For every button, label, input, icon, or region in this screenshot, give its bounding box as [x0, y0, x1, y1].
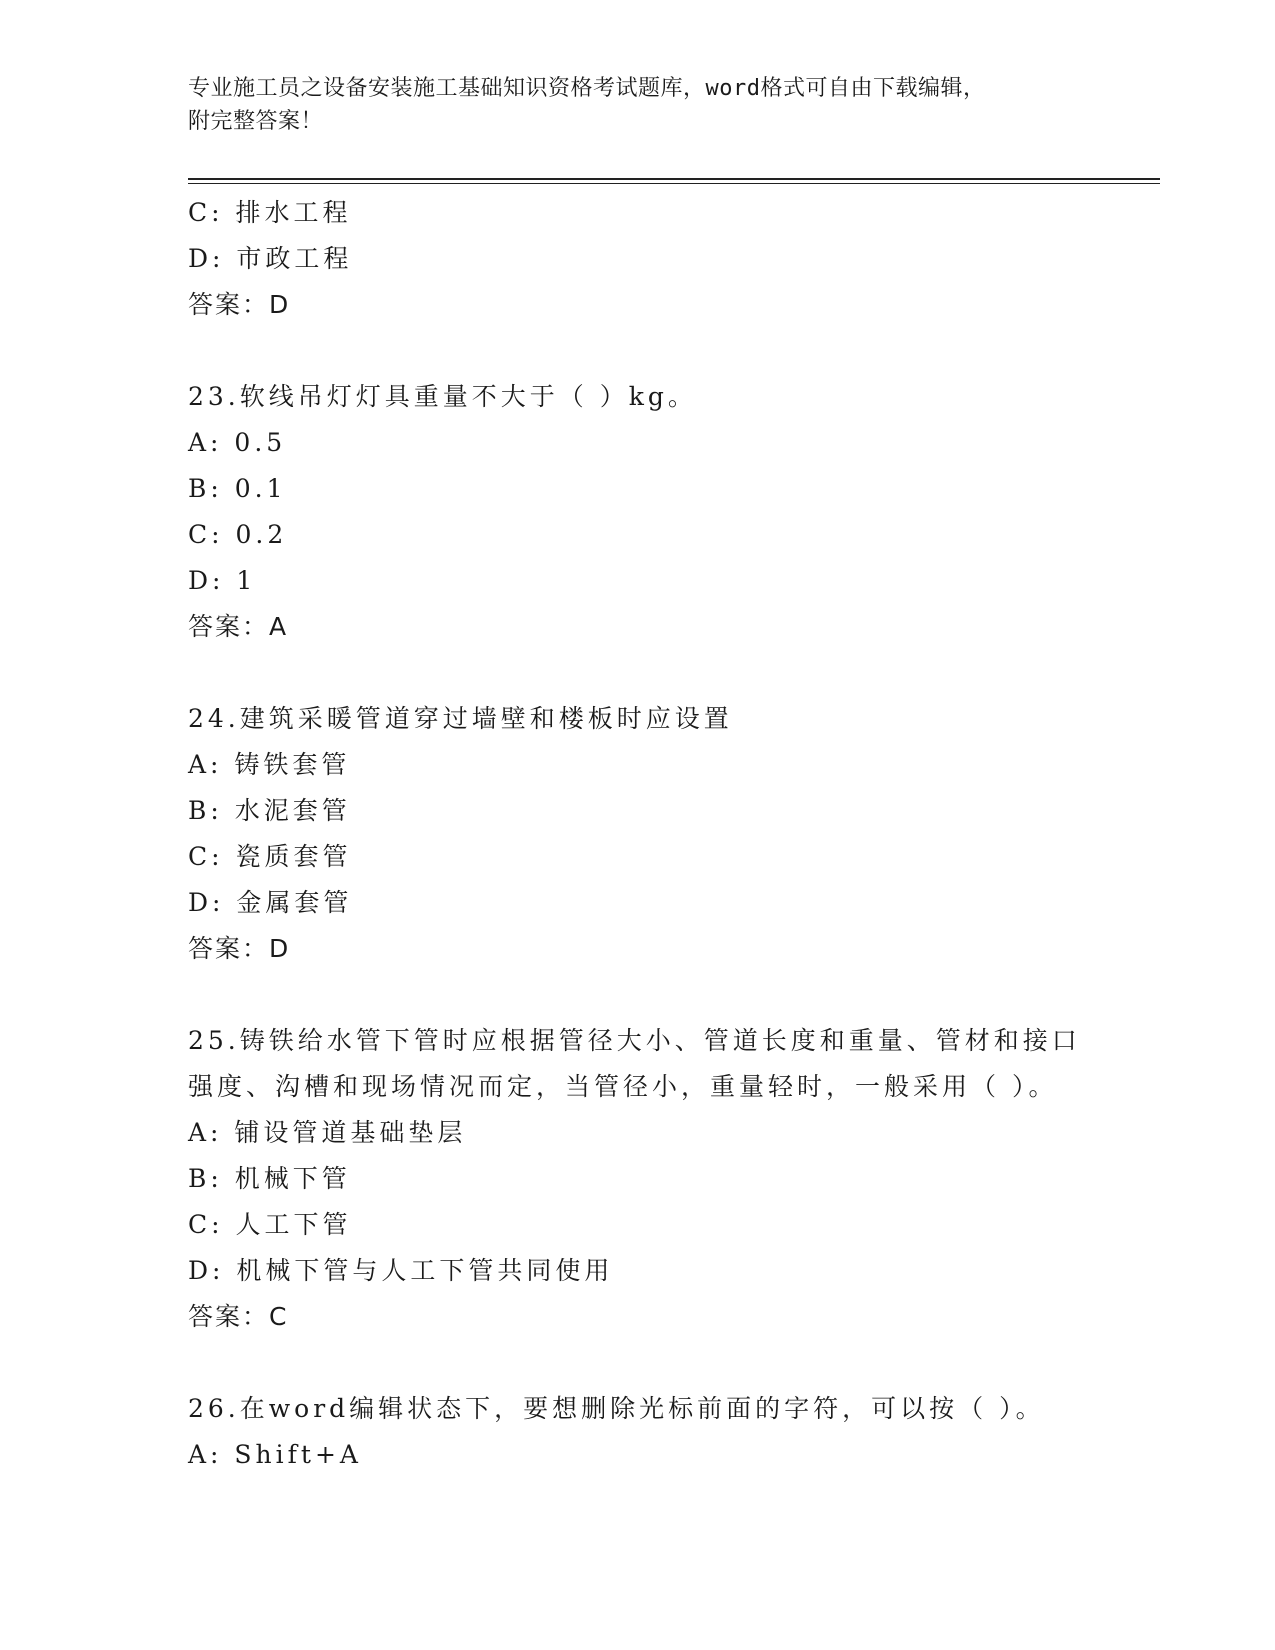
question-26	[188, 1386, 1108, 1478]
spacer	[188, 328, 1108, 374]
option-c: C: 0.2	[188, 520, 288, 549]
option-b: B: 水泥套管	[188, 796, 351, 825]
answer-line: 答案：D	[188, 934, 291, 963]
header-divider-thick	[188, 178, 1160, 180]
question-text: 24.建筑采暖管道穿过墙壁和楼板时应设置	[188, 704, 733, 733]
option-d: D: 1	[188, 566, 257, 595]
option-d: D: 机械下管与人工下管共同使用	[188, 1256, 614, 1285]
option-a: A: Shift+A	[188, 1440, 362, 1469]
question-22-fragment	[188, 190, 1108, 328]
option-c: C: 排水工程	[188, 198, 352, 227]
question-text: 26.在word编辑状态下，要想删除光标前面的字符，可以按（ ）。	[188, 1394, 1045, 1423]
question-content	[188, 190, 1108, 1478]
option-a: A: 0.5	[188, 428, 287, 457]
question-25	[188, 1018, 1108, 1340]
header-title-line2: 附完整答案！	[188, 109, 324, 134]
question-text-line1: 25.铸铁给水管下管时应根据管径大小、管道长度和重量、管材和接口	[188, 1026, 1081, 1055]
spacer	[188, 972, 1108, 1018]
question-23	[188, 374, 1108, 650]
spacer	[188, 650, 1108, 696]
answer-line: 答案：C	[188, 1302, 289, 1331]
option-a: A: 铸铁套管	[188, 750, 351, 779]
answer-line: 答案：D	[188, 290, 291, 319]
question-text-line2: 强度、沟槽和现场情况而定，当管径小，重量轻时，一般采用（ ）。	[188, 1072, 1058, 1101]
option-a: A: 铺设管道基础垫层	[188, 1118, 467, 1147]
option-c: C: 人工下管	[188, 1210, 352, 1239]
question-text: 23.软线吊灯灯具重量不大于（ ）kg。	[188, 382, 697, 411]
document-header	[188, 72, 1088, 138]
option-d: D: 市政工程	[188, 244, 353, 273]
answer-line: 答案：A	[188, 612, 289, 641]
option-c: C: 瓷质套管	[188, 842, 352, 871]
option-d: D: 金属套管	[188, 888, 353, 917]
option-b: B: 0.1	[188, 474, 287, 503]
question-24	[188, 696, 1108, 972]
option-b: B: 机械下管	[188, 1164, 351, 1193]
header-title-line1: 专业施工员之设备安装施工基础知识资格考试题库，word格式可自由下载编辑，	[188, 76, 986, 101]
spacer	[188, 1340, 1108, 1386]
header-divider-thin	[188, 183, 1160, 184]
